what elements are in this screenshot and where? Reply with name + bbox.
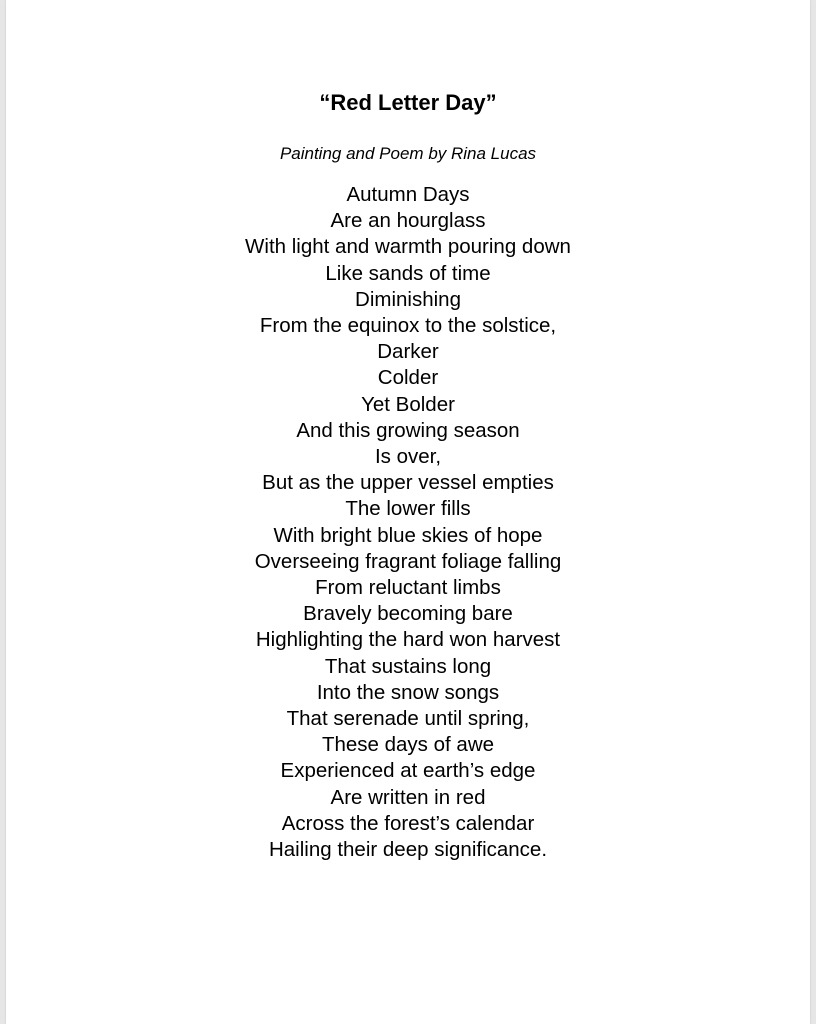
poem-line: Like sands of time <box>325 261 491 285</box>
poem-line: The lower fills <box>345 497 471 521</box>
poem-line: Yet Bolder <box>361 392 455 416</box>
poem-line: Are an hourglass <box>330 209 486 233</box>
poem-body <box>6 182 810 863</box>
poem-line: And this growing season <box>296 418 520 442</box>
poem-byline: Painting and Poem by Rina Lucas <box>279 144 537 163</box>
poem-line: That sustains long <box>324 654 492 678</box>
poem-line: Are written in red <box>330 785 486 809</box>
poem-line: Across the forest’s calendar <box>281 811 535 835</box>
poem-line: Experienced at earth’s edge <box>280 759 536 783</box>
poem-line: Colder <box>377 366 439 390</box>
poem-line: Diminishing <box>355 287 461 311</box>
poem-line: Is over, <box>374 445 442 469</box>
poem-line: That serenade until spring, <box>286 707 530 731</box>
poem-line: From the equinox to the solstice, <box>259 314 557 338</box>
poem-line: With light and warmth pouring down <box>245 235 571 259</box>
poem-line: Into the snow songs <box>316 680 500 704</box>
poem-line: These days of awe <box>321 733 495 757</box>
poem-title: “Red Letter Day” <box>319 90 497 115</box>
document-page <box>6 0 810 1024</box>
poem-line: Bravely becoming bare <box>303 602 513 626</box>
poem-line: Overseeing fragrant foliage falling <box>254 549 562 573</box>
poem-line: Darker <box>377 340 439 364</box>
poem-line: But as the upper vessel empties <box>262 471 554 495</box>
poem-line: From reluctant limbs <box>315 576 501 600</box>
poem-content <box>6 86 810 863</box>
poem-line: Autumn Days <box>346 183 470 206</box>
poem-line: Highlighting the hard won harvest <box>255 628 561 652</box>
poem-line: With bright blue skies of hope <box>273 523 543 547</box>
poem-line: Hailing their deep significance. <box>268 838 548 862</box>
